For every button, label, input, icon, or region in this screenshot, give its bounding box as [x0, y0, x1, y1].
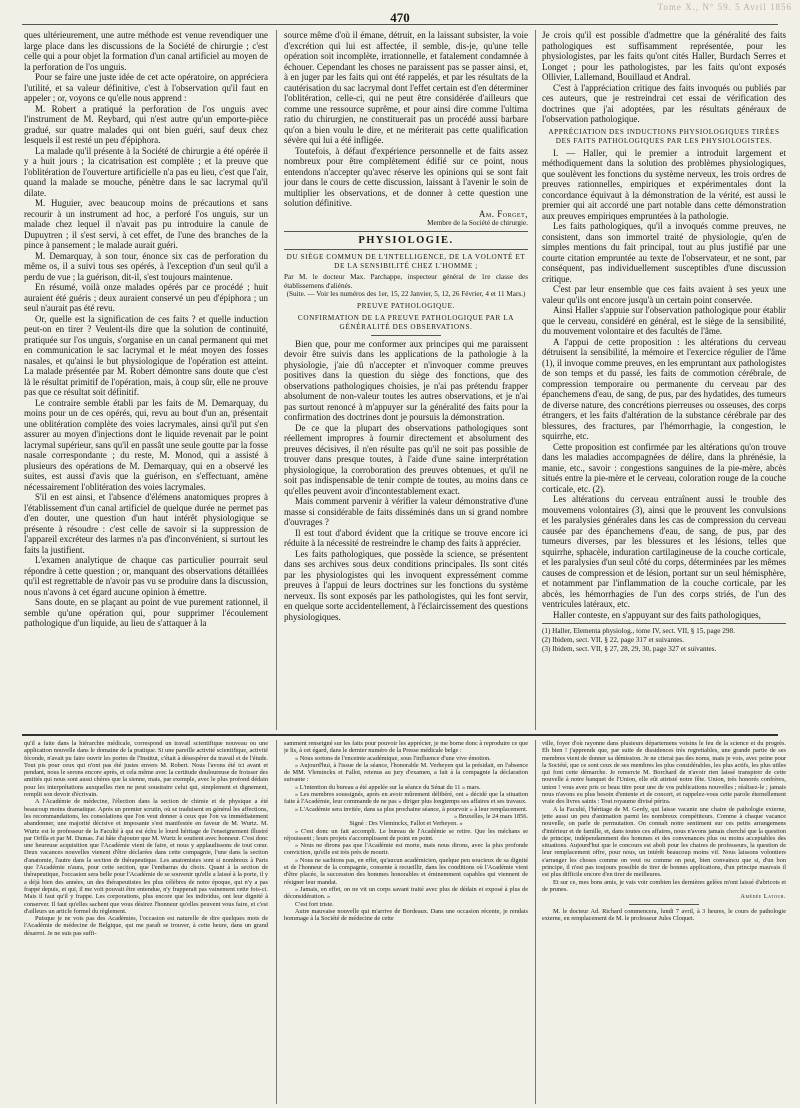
paragraph: L'examen analytique de chaque cas particulier pourrait seul répondre à cette question ; or, manquant des observations détaillées qu'il est regrettable de n'avoir pas vu se produire dans la discussion, nous n'avons à cet égard aucune opinion à émettre. — [24, 555, 268, 597]
paragraph: En résumé, voilà onze malades opérés par ce procédé ; huit auraient été guéris ; deux auraient conservé un peu d'épiphora ; un seul n'aurait pas été revu. — [24, 282, 268, 313]
paragraph: » Nous ne sachions pas, en effet, qu'aucun académicien, quelque peu soucieux de sa dignité et de l'honneur de la compagnie, consente à recueillir, dans les conditions où l'Académie vient d'être placée, la succession des hommes honorables et éminemment capables qui viennent de résigner leur mandat. — [284, 856, 528, 886]
footnote: (1) Haller, Elementa physiolog., tome IV, sect. VII, § 15, page 298. — [542, 627, 735, 635]
paragraph: A la Faculté, l'héritage de M. Gerdy, qui laisse vacante une chaire de pathologie externe, jette aussi un peu d'animation parmi les nombreux compétiteurs. Comme à chaque vacance nouvelle, on parle de permutation. On connaît notre sentiment sur ces petits arrangemens d'intérieur et de famille, et, dans toutes ces affaires, nous n'avons jamais cherché que la question de principe, indépendamment des hommes et des convenances plus ou moins acceptables des situations. Aujourd'hui que le concours est aboli pour les chaires de professeurs, la question de leur remplacement offre, pour nous, un intérêt beaucoup moins vif. Nous laissons volontiers s'arranger les choses comme on veut ou comme on peut, bien convaincu que si, d'un bon principe, il n'est pas toujours possible de tirer de bonnes applications, d'un principe mauvais il est plus difficile encore d'en tirer de meilleures. — [542, 805, 786, 879]
paragraph: samment renseigné sur les faits pour pouvoir les apprécier, je me borne donc à reproduire ce que je lis, à cet égard, dans le dernier numéro de la Presse médicale belge : — [284, 740, 528, 755]
article-title: DU SIÈGE COMMUN DE L'INTELLIGENCE, DE LA VOLONTÉ ET DE LA SENSIBILITÉ CHEZ L'HOMME ; — [286, 253, 526, 271]
paragraph: Et sur ce, mes bons amis, je vais voir combien les dernières gelées m'ont laissé d'abricots et de prunes. — [542, 878, 786, 893]
column-divider — [535, 30, 536, 730]
notice: M. le docteur Ad. Richard commencera, lundi 7 avril, à 3 heures, le cours de pathologie externe, en remplacement de M. le professeur Jules Cloquet. — [542, 907, 786, 922]
paragraph: C'est à l'appréciation critique des faits invoqués ou publiés par ces auteurs, que je restreindrai cet essai de vérification des doctrines que j'ai adoptées, par les résultats généraux de l'observation pathologique. — [542, 82, 786, 124]
section-title: PHYSIOLOGIE. — [358, 234, 454, 246]
paragraph: Or, quelle est la signification de ces faits ? et quelle induction peut-on en tirer ? Veulent-ils dire que la solution de continuité, pratiquée sur l'os unguis, s'organise en un canal permanent qui met en communication le sac lacrymal et le méat moyen des fosses nasales, et qu'ainsi le but physiologique de l'opération est atteint. La malade présentée par M. Robert démontre sans doute que c'est là le résultat primitif de l'opération, mais, à coup sûr, elle ne prouve pas que ce résultat soit définitif. — [24, 313, 268, 397]
paragraph: source même d'où il émane, détruit, en la laissant subsister, la voie d'excrétion qui lui est affectée, il semble, dis-je, qu'une telle opération soit incomplète, irrationnelle, et fatalement condamnée à échouer. Cependant les choses ne paraissent pas se passer ainsi, et, à en juger par les faits qui ont été rappelés, et par les résultats de la cautérisation du sac lacrymal dont l'effet certain est d'en déterminer l'oblitération, celle-ci, qui ne peut être considérée d'ailleurs que comme une ressource suprême, et pour ainsi dire comme l'ultima ratio du chirurgien, ne constituerait pas un procédé aussi barbare qu'on a bien voulu le dire, et ne mériterait pas cette qualification sévère qui lui a été infligée. — [284, 30, 528, 145]
paragraph: Sans doute, en se plaçant au point de vue purement rationnel, il semble qu'une opération qui, pour supprimer l'écoulement pathologique d'un liquide, au lieu de s'attaquer à la — [24, 597, 268, 628]
running-title: Tome X., N° 59. 5 Avril 1856 — [657, 2, 792, 12]
paragraph: ville, foyer d'où rayonne dans plusieurs départemens voisins le feu de la science et du progrès. Eh bien ! j'apprends que, par suite de dissidences très regrettables, une grande partie de ses membres vient de donner sa démission. Je ne citerai pas des noms, mais je vois, avec peine pour la Société, que ce sont ceux de ses membres les plus considérables, les plus actifs, les plus utiles qui font cette démarche. Je remercie M. Borchard de n'avoir rien laissé transpirer de cette nouvelle à notre banquet de l'Union, elle eût attristé notre fête. Union, très honorés confrères, union ! vous avez pris ce beau titre pour une de vos publications nouvelles ; réalisez-le ; jamais nous n'avons eu plus besoin d'entente et de concert, et rappelez-vous cette parole éternellement vraie des livres saints : Tout royaume divisé périra. — [542, 740, 786, 806]
paragraph: qu'il a faite dans la hiérarchie médicale, correspond un travail scientifique nouveau ou une application nouvelle dans le domaine de la pratique. Si une pareille activité scientifique, activité féconde, n'avait pu faire ouvrir les portes de l'Institut, c'était à désespérer du travail et de l'étude. Tout pis pour ceux qui n'ont pas été justes envers M. Robert. Nous l'avons été ici avant et pendant, nous le serons encore après, et cela même avec la certitude douloureuse de froisser des amitiés qui nous sont aussi chères que la sienne, mais, par exemple, avec le plus profond dédain pour les interprétations auxquelles rien ne peut soustraire celui qui, simplement et dignement, remplit son devoir d'écrivain. — [24, 740, 268, 799]
paragraph: » C'est donc un fait accompli. Le bureau de l'Académie se retire. Que les méchans se réjouissent ; leurs projets s'accomplissent de point en point. — [284, 827, 528, 842]
paragraph: M. Robert a pratiqué la perforation de l'os unguis avec l'instrument de M. Reybard, qui n'est autre qu'un emporte-pièce gradué, sur quatre malades qui ont bien guéri, sauf deux chez lesquels il est resté un peu d'épiphora. — [24, 103, 268, 145]
footnote: (3) Ibidem, sect. VII, § 27, 28, 29, 30, page 327 et suivantes. — [542, 645, 717, 653]
feuilleton-column-2 — [284, 740, 528, 1104]
footnote-rule — [542, 623, 786, 624]
short-rule — [371, 335, 441, 336]
short-rule — [629, 904, 699, 905]
paragraph: Puisque je ne vois pas des Académies, l'occasion est naturelle de dire quelques mots de l'Académie de médecine de Belgique, qui me paraît se trouver, à cette heure, dans un grand désarroi. Je ne suis pas suffi- — [24, 915, 268, 937]
paragraph: I. — Haller, qui le premier a introduit largement et méthodiquement dans la solution des problèmes physiologiques, que soulèvent les fonctions du système nerveux, les trois ordres de preuves rationnelles, empiriques et expérimentales dont la concordance équivaut à la démonstration de la vérité, est aussi le premier qui ait accordé une part notable dans cette démonstration aux preuves empiriques empruntées à la pathologie. — [542, 147, 786, 221]
column-divider — [535, 740, 536, 1104]
paragraph: » Bruxelles, le 24 mars 1856. — [454, 812, 528, 820]
paragraph: » Les membres soussignés, après en avoir mûrement délibéré, ont » décidé que la situation faite à l'Académie, leur commande de ne pas » diriger plus longtemps ses affaires et ses travaux. — [284, 791, 528, 806]
paragraph: S'il en est ainsi, et l'absence d'élémens anatomiques propres à l'établissement d'un canal artificiel de quelque durée ne permet pas d'en douter, une question d'un haut intérêt physiologique se présente à résoudre : c'est celle de savoir si la suppression de l'appareil excréteur des larmes n'a pas d'inconvénient, si surtout les faits la justifient. — [24, 492, 268, 555]
feuilleton-rule — [22, 734, 778, 736]
paragraph: Mais comment parvenir à vérifier la valeur démonstrative d'une masse si considérable de faits disséminés dans un si grand nombre d'ouvrages ? — [284, 496, 528, 528]
section-rule — [284, 249, 528, 250]
paragraph: Autre mauvaise nouvelle qui m'arrive de Bordeaux. Dans une occasion récente, je rendais hommage à la Société de médecine de cette — [284, 907, 528, 923]
paragraph: De ce que la plupart des observations pathologiques sont réellement impropres à fournir directement et absolument des preuves décisives, il n'en résulte pas qu'il ne soit pas possible de trouver dans presque toutes, à l'aide d'une saine interprétation physiologique, la corroboration des preuves obtenues, et qu'il ne soit pas indispensable de tenir compte de toutes, au moins dans ce qu'elles peuvent avoir d'incontestablement exact. — [284, 422, 528, 496]
column-divider — [276, 30, 277, 730]
feuilleton-column-1 — [24, 740, 268, 1104]
paragraph: Les faits pathologiques, qu'il a invoqués comme preuves, ne consistent, dans son immortel traité de physiologie, qu'en de simples mentions du fait principal, tout au plus justifié par une courte citation empruntée au texte de l'observateur, et ne sont, par conséquent, pas individuellement susceptibles d'une discussion critique. — [542, 221, 786, 284]
paragraph: Haller conteste, en s'appuyant sur des faits pathologiques, — [553, 609, 761, 620]
paragraph: Toutefois, à défaut d'expérience personnelle et de faits assez nombreux pour être complètement édifié sur ce point, nous entendons n'accepter qu'avec réserve les opinions qui se sont fait jour dans le cours de cette discussion, laissant à l'avenir le soin de multiplier les observations, et de donner à cette question une solution définitive. — [284, 145, 528, 208]
section-rule — [284, 231, 528, 232]
paragraph: » L'Académie sera invitée, dans sa plus prochaine séance, à pourvoir » à leur remplacement. — [295, 805, 528, 813]
subsection-title: APPRÉCIATION DES INDUCTIONS PHYSIOLOGIQUES TIRÉES DES FAITS PATHOLOGIQUES PAR LES PHYSIOLOGISTES. — [548, 127, 780, 145]
footnote: (2) Ibidem, sect. VII, § 22, page 317 et suivantes. — [542, 636, 684, 644]
paragraph: M. Huguier, avec beaucoup moins de précautions et sans recourir à un instrument ad hoc, a perforé l'os unguis, sur un malade chez lequel il n'avait pas pu introduire la canule de Dupuytren ; il s'est servi, à cet effet, de l'une des branches de la pince à pansement ; le malade aurait guéri. — [24, 198, 268, 250]
paragraph: » Nous ne dirons pas que l'Académie est morte, mais nous dirons, avec la plus profonde conviction, qu'elle est très près de mourir. — [284, 842, 528, 857]
paragraph: Cette proposition est confirmée par les altérations qu'on trouve dans les maladies accompagnées de délire, dans la phrénésie, la manie, etc., savoir : congestions sanguines de la pie-mère, abcès situés entre la pie-mère et le cerveau, coloration rouge de la couche corticale, etc. (2). — [542, 441, 786, 494]
paragraph: Il est tout d'abord évident que la critique se trouve encore ici réduite à la nécessité de restreindre le champ des faits à apprécier. — [284, 527, 528, 549]
paragraph: Le contraire semble établi par les faits de M. Demarquay, du moins pour un de ces opérés, qui, revu au bout d'un an, présentait une oblitération complète des voies lacrymales, ainsi qu'il put s'en assurer au moyen d'injections dont le liquide revenait par le point lacrymal supérieur, sans qu'il en passât une seule goutte par la fosse nasale correspondante ; du reste, M. Monod, qui a assisté à plusieurs des opérations de M. Demarquay, qui en a observé les suites, est aussi d'avis que la guérison, en s'effectuant, amène nécessairement l'oblitération des voies lacrymales. — [24, 397, 268, 492]
paragraph: » Jamais, en effet, on ne vit un corps savant traité avec plus de dédain et exposé à plus de déconsidération. » — [284, 885, 528, 901]
signatories: Signé : Drs Vleminckx, Fallot et Verheyen. » — [349, 820, 463, 828]
part-title: PREUVE PATHOLOGIQUE. — [357, 301, 455, 310]
paragraph: La malade qu'il présente à la Société de chirurgie a été opérée il y a huit jours ; la cicatrisation est complète ; et la preuve que l'oblitération de l'ouverture artificielle n'a pas eu lieu, c'est que l'air, quand la malade se mouche, pénètre dans le sac lacrymal qu'il dilate. — [24, 145, 268, 198]
paragraph: A l'appui de cette proposition : les altérations du cerveau détruisent la sensibilité, la mémoire et l'exercice régulier de l'âme (1), il invoque comme preuves, en les empruntant aux pathologistes de son temps et du passé, les faits de commotion cérébrale, de compression temporaire ou permanente du cerveau par des épanchemens d'eau, de sang, de pus, par des hydatides, des tumeurs de diverse nature, des concrétions pierreuses ou osseuses, des corps étrangers, et les faits d'altération de la substance cérébrale par des blessures, des fractures, par l'hémorrhagie, la congestion, le squirrhe, etc. — [542, 336, 786, 441]
page-number: 470 — [390, 10, 410, 25]
suite-note: (Suite. — Voir les numéros des 1er, 15, 22 Janvier, 5, 12, 26 Février, 4 et 11 Mars.) — [286, 290, 526, 299]
feuilleton-column-3 — [542, 740, 786, 1104]
paragraph: ques ultérieurement, une autre méthode est venue revendiquer une large place dans les discussions de la Société de chirurgie ; c'est celle qui a pour objet la formation d'un canal artificiel au moyen de la perforation de l'os unguis. — [24, 30, 268, 72]
signature-role: Membre de la Société de chirurgie. — [427, 219, 528, 227]
paragraph: Ainsi Haller s'appuie sur l'observation pathologique pour établir que le cerveau, considéré en général, est le siège de la sensibilité, du mouvement volontaire et des facultés de l'âme. — [542, 305, 786, 336]
article-column-1 — [24, 30, 268, 730]
paragraph: C'est fort triste. — [295, 900, 334, 908]
column-divider — [276, 740, 277, 1104]
author-line: Par M. le docteur Max. Parchappe, inspecteur général de 1re classe des établissemens d'aliénés. — [284, 273, 528, 290]
signature: Am. Forget, — [478, 208, 528, 219]
paragraph: M. Demarquay, à son tour, énonce six cas de perforation du même os, il a suivi tous ses opérés, à l'exception d'un seul qu'il a perdu de vue ; la guérison, dit-il, s'est toujours maintenue. — [24, 250, 268, 282]
paragraph: Bien que, pour me conformer aux principes qui me paraissent devoir être suivis dans les applications de la pathologie à la physiologie, j'aie dû n'accepter et n'invoquer comme preuves positives dans la question du siège des fonctions, que des observations pathologiques choisies, je n'ai pas prétendu frapper absolument de non-valeur toutes les autres observations, et je n'ai pas surtout renoncé à m'appuyer sur la généralité des faits pour la confirmation des doctrines dont je poursuis la démonstration. — [284, 338, 528, 423]
paragraph: « Nous sortons de l'enceinte académique, sous l'influence d'une vive émotion. — [295, 754, 491, 762]
header-rule — [22, 24, 778, 25]
paragraph: » Aujourd'hui, à l'issue de la séance, l'honorable M. Verheyen qui la présidait, en l'absence de MM. Vleminckx et Fallot, retenus au jury d'examen, a fait à la compagnie la déclaration suivante : — [284, 761, 528, 784]
article-column-2 — [284, 30, 528, 730]
signature: Amédée Latour. — [740, 893, 786, 901]
paragraph: « L'intention du bureau a été appelée sur la séance du Sénat du 11 » mars. — [295, 783, 481, 791]
article-column-3 — [542, 30, 786, 730]
subpart-title: CONFIRMATION DE LA PREUVE PATHOLOGIQUE PAR LA GÉNÉRALITÉ DES OBSERVATIONS. — [297, 313, 515, 331]
paragraph: C'est par leur ensemble que ces faits avaient à ses yeux une valeur qu'ils ont encore jusqu'à un certain point conservée. — [542, 284, 786, 305]
paragraph: Les faits pathologiques, que possède la science, se présentent dans ses archives sous deux conditions principales. Ils sont cités par les physiologistes qui les invoquent expressément comme preuves à l'appui de leurs doctrines sur les fonctions du système nerveux. Ils sont exposés par les pathologistes, qui les font servir, en quelque sorte accidentellement, à l'éclaircissement des questions physiologiques. — [284, 548, 528, 622]
paragraph: Je crois qu'il est possible d'admettre que la généralité des faits pathologiques est suffisamment représentée, pour les physiologistes, par les faits qu'ont cités Haller, Burdach Serres et Longet ; pour les pathologistes, par les faits qu'ont exposés Ollivier, Lallemand, Bouillaud et Andral. — [542, 30, 786, 82]
paragraph: A l'Académie de médecine, l'élection dans la section de chimie et de physique a été beaucoup moins dramatique. Après un premier scrutin, où se traduisent en général les affections, les recommandations, les consolations que l'on veut donner à ceux que l'on va immédiatement abandonner, une majorité décisive et imposante s'est manifestée en faveur de M. Wurtz. M. Wurtz est le professeur de la Faculté à qui est échu le lourd héritage de l'enseignement illustré par Orfila et par M. Dumas. J'ai hâte d'ajouter que M. Wurtz le soutient avec honneur. C'est donc une heureuse acquisition que l'Académie vient de faire, et nous y applaudissons de tout cœur. Deux vacances nouvelles vienent d'être déclarées dans cette compagnie, l'une dans la section d'anatomie, l'autre dans la section de thérapeutique. Les anatomistes sont si nombreux à Paris que l'Académie n'aura, pour cette section, que l'embarras du choix. Quant à la section de thérapeutique, l'occasion sera belle pour l'Académie de se souvenir qu'elle a laissé à la porte, il y a déjà bien des années, un des thérapeutistes les plus célèbres de notre époque, qui n'y a pas frappé depuis, et qui, il me voit pouvait être entendue, n'y frapperait pas vainement cette fois-ci. Mais il faut qu'il y frappe. Les corporations, plus encore que les individus, ont leur dignité à conserver. Il faut qu'elles sachent que vous désirez l'honneur qu'elles peuvent vous faire, et c'est d'ailleurs un article formel du règlement. — [24, 798, 268, 915]
paragraph: Les altérations du cerveau entraînent aussi le trouble des mouvemens volontaires (3), ainsi que le prouvent les convulsions et les paralysies générales dans les cas de compression du cerveau causée par des épanchemens d'eau, de sang, de pus, par des tumeurs diverses, par les blessures et les lésions, telles que squirrhe, sphacèle, induration cartilagineuse de la couche corticale, et les paralysies d'un seul côté du corps, déterminées par les mêmes causes de compression et de lésion, portant sur un seul hémisphère, et notamment par l'inflammation de la couche corticale, par les abcès, les hémorrhagies de l'un des corps striés, de l'un des ventricules latéraux, etc. — [542, 494, 786, 609]
paragraph: Pour se faire une juste idée de cet acte opératoire, on appréciera l'utilité, et sa valeur définitive, c'est à l'observation qu'il faut en appeler ; or, voyons ce qu'elle nous apprend : — [24, 72, 268, 103]
